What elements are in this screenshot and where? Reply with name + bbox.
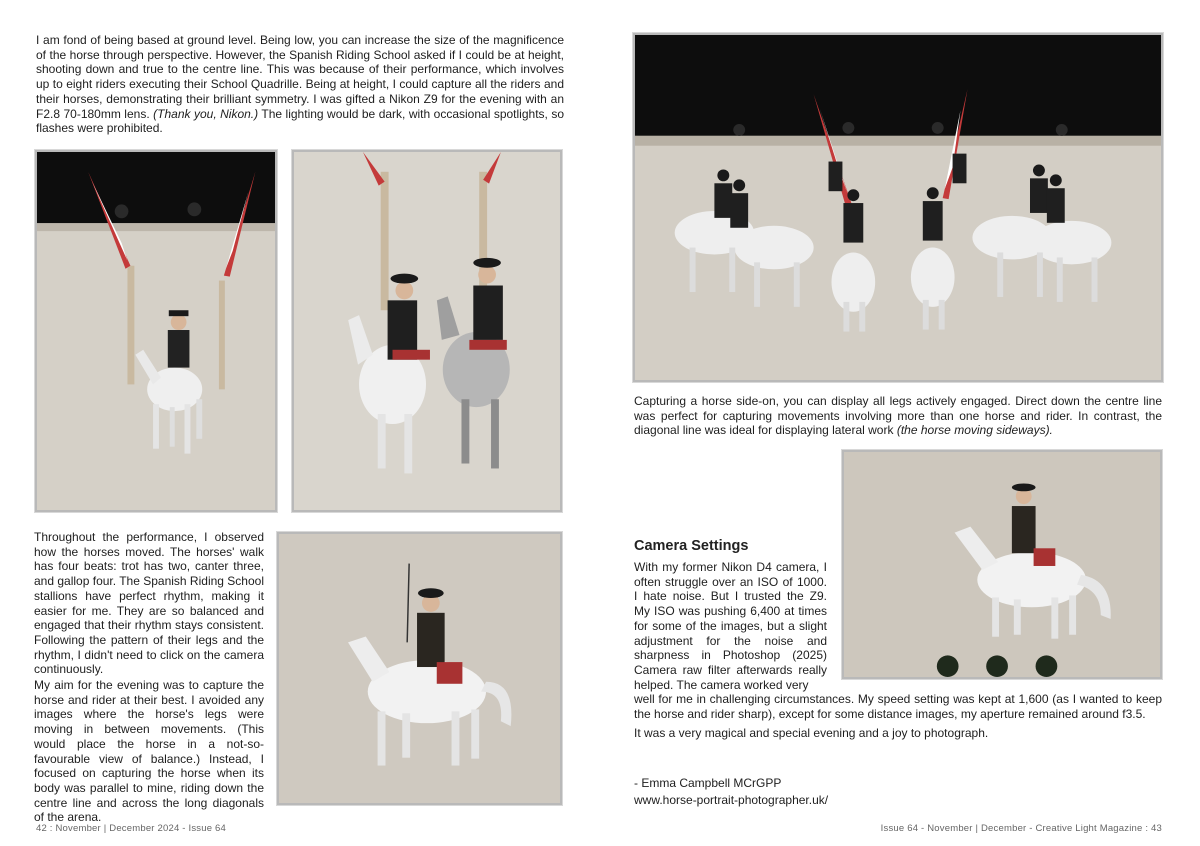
- section-heading-camera-settings: Camera Settings: [634, 538, 749, 554]
- settings-text-wide: well for me in challenging circumstances. My speed setting was kept at 1,600 (as I wanted to keep the horse and rider sharp), except for some distance images, my aperture remained around f3.5.: [634, 692, 1162, 721]
- intro-text-2: The lighting would be dark, with occasional spotlights, so flashes were prohibited.: [36, 106, 565, 136]
- signature: - Emma Campbell MCrGPP: [634, 776, 782, 790]
- horse-rider-photo-icon: [294, 152, 560, 510]
- website-link[interactable]: www.horse-portrait-photographer.uk/: [634, 793, 829, 807]
- right-page-footer: Issue 64 - November | December - Creative Light Magazine : 43: [880, 823, 1162, 834]
- intro-text-1: I am fond of being based at ground level. Being low, you can increase the size of the magnificence of the horse through perspective. However, the Spanish Riding School asked if I could be at height, shooting down and true to the centre line. This was because of their performance, which involves up to eight riders executing their School Quadrille. Being at height, I could capture all the riders and their horses, demonstrating their brilliant symmetry. I was gifted a Nikon Z9 for the evening with an F2.8 70-180mm lens.: [36, 33, 564, 121]
- horse-rider-photo-icon: [37, 152, 275, 510]
- intro-paragraph: [36, 33, 564, 136]
- horse-rider-photo-icon: [844, 452, 1160, 677]
- photo-quadrille: [633, 33, 1163, 382]
- photo-caption: [634, 394, 1162, 438]
- photo-lateral-work: [842, 450, 1162, 679]
- caption-text: Capturing a horse side-on, you can display all legs actively engaged. Direct down the centre line was perfect for capturing movements involving more than one horse and rider. In contrast, the diagonal line was ideal for displaying lateral work: [634, 394, 1162, 438]
- horse-rider-photo-icon: [635, 35, 1161, 380]
- photo-rider-centre-line: [35, 150, 277, 512]
- settings-text-narrow: With my former Nikon D4 camera, I often struggle over an ISO of 1000. I hate noise. But I trusted the Z9. My ISO was pushing 6,400 at times for some of the images, but a slight adjustment for the noise and sharpness in Photoshop (2025) Camera raw filter afterwards really helped. The camera worked very: [634, 560, 827, 692]
- photo-rider-side-on: [277, 532, 562, 805]
- paragraph-walk: Throughout the performance, I observed how the horses moved. The horses' walk has four beats: trot has two, canter three, and gallop four. The Spanish Riding School stallions have perfect rhythm, making it easier for me. They are so balanced and engaged that their rhythm stays consistent. Following the pattern of their legs and the rhythm, I didn't need to click on the camera continuously.: [34, 530, 264, 677]
- paragraph-aim: My aim for the evening was to capture the horse and rider at their best. I avoided any images where the horse's legs were moving in between movements. (This would place the horse in a not-so-favourable view of balance.) Instead, I focused on capturing the horse when its body was parallel to mine, riding down the centre line and across the long diagonals of the arena.: [34, 678, 264, 825]
- caption-italic: (the horse moving sideways).: [896, 423, 1053, 438]
- closing-text: It was a very magical and special evening and a joy to photograph.: [634, 726, 989, 740]
- horse-rider-photo-icon: [279, 534, 560, 803]
- left-page-footer: 42 : November | December 2024 - Issue 64: [36, 823, 227, 834]
- photo-two-riders-departing: [292, 150, 562, 512]
- intro-text-italic: (Thank you, Nikon.): [153, 106, 259, 121]
